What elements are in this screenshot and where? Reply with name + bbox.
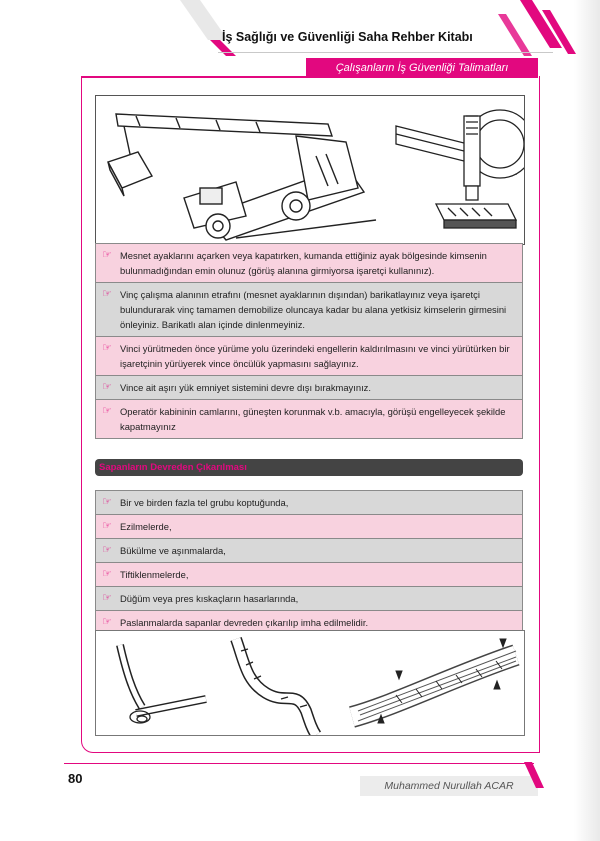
list-item-text: Bükülme ve aşınmalarda,: [120, 545, 226, 556]
crane-illustration: [95, 95, 525, 245]
list-item: [95, 283, 523, 337]
rope-drawings: [96, 631, 524, 735]
list-item: [95, 563, 523, 587]
list-item: [95, 400, 523, 439]
list-item: [95, 539, 523, 563]
footer-author: Muhammed Nurullah ACAR: [360, 776, 538, 796]
list-item: [95, 587, 523, 611]
list-item-text: Operatör kabininin camlarını, güneşten korunmak v.b. amacıyla, görüşü engelleyecek şekilde kapatmayınız: [120, 406, 506, 432]
crane-instruction-list: [95, 243, 523, 439]
rope-twist-drawing: [236, 639, 316, 735]
list-item-text: Ezilmelerde,: [120, 521, 172, 532]
list-item-text: Mesnet ayaklarını açarken veya kapatırken, kumanda ettiğiniz ayak bölgesinde kimsenin bulunmadığından emin olunuz (görüş alanına girmiyorsa işaretçi kullanınız).: [120, 250, 487, 276]
list-item-text: Bir ve birden fazla tel grubu koptuğunda,: [120, 497, 289, 508]
hand-pointer-icon: ☞: [102, 288, 112, 300]
hand-pointer-icon: ☞: [102, 616, 112, 628]
list-item: [95, 337, 523, 376]
hand-pointer-icon: ☞: [102, 568, 112, 580]
page-edge-shadow: [574, 0, 600, 841]
hand-pointer-icon: ☞: [102, 381, 112, 393]
list-item: [95, 376, 523, 400]
page-header-subtitle: Çalışanların İş Güvenliği Talimatları: [306, 58, 538, 78]
hand-pointer-icon: ☞: [102, 592, 112, 604]
hand-pointer-icon: ☞: [102, 520, 112, 532]
page-header-title: İş Sağlığı ve Güvenliği Saha Rehber Kitabı: [222, 30, 473, 44]
list-item-text: Vinç çalışma alanının etrafını (mesnet ayaklarının dışından) barikatlayınız veya işaretçi bulundurarak vinç tamamen demobilize oluncaya kadar bu alana yetkisiz kimselerin girmesini önleyiniz. Barikatlı alan içinde dinlenmeyiniz.: [120, 289, 507, 330]
sling-removal-list: [95, 490, 523, 635]
list-item-text: Tiftiklenmelerde,: [120, 569, 189, 580]
footer-divider: [64, 763, 534, 764]
rope-illustrations: [95, 630, 525, 736]
list-item: [95, 243, 523, 283]
list-item-text: Vince ait aşırı yük emniyet sistemini devre dışı bırakmayınız.: [120, 382, 371, 393]
footer-decoration: [510, 762, 550, 802]
content-frame-top: [81, 76, 306, 78]
rope-damage-drawing: [352, 639, 516, 723]
header-divider: [218, 52, 553, 53]
hand-pointer-icon: ☞: [102, 249, 112, 261]
rope-knot-drawing: [120, 645, 206, 723]
hand-pointer-icon: ☞: [102, 544, 112, 556]
section-heading: Sapanların Devreden Çıkarılması: [95, 459, 523, 476]
list-item: [95, 490, 523, 515]
hand-pointer-icon: ☞: [102, 342, 112, 354]
crane-drawing: [96, 96, 524, 244]
hand-pointer-icon: ☞: [102, 496, 112, 508]
list-item-text: Düğüm veya pres kıskaçların hasarlarında,: [120, 593, 299, 604]
list-item: [95, 515, 523, 539]
hand-pointer-icon: ☞: [102, 405, 112, 417]
list-item-text: Paslanmalarda sapanlar devreden çıkarılıp imha edilmelidir.: [120, 617, 369, 628]
list-item-text: Vinci yürütmeden önce yürüme yolu üzerindeki engellerin kaldırılmasını ve vinci yürütürken bir işaretçinin yürüyerek vince öncülük yapmasını sağlayınız.: [120, 343, 510, 369]
page-number: 80: [68, 771, 83, 786]
